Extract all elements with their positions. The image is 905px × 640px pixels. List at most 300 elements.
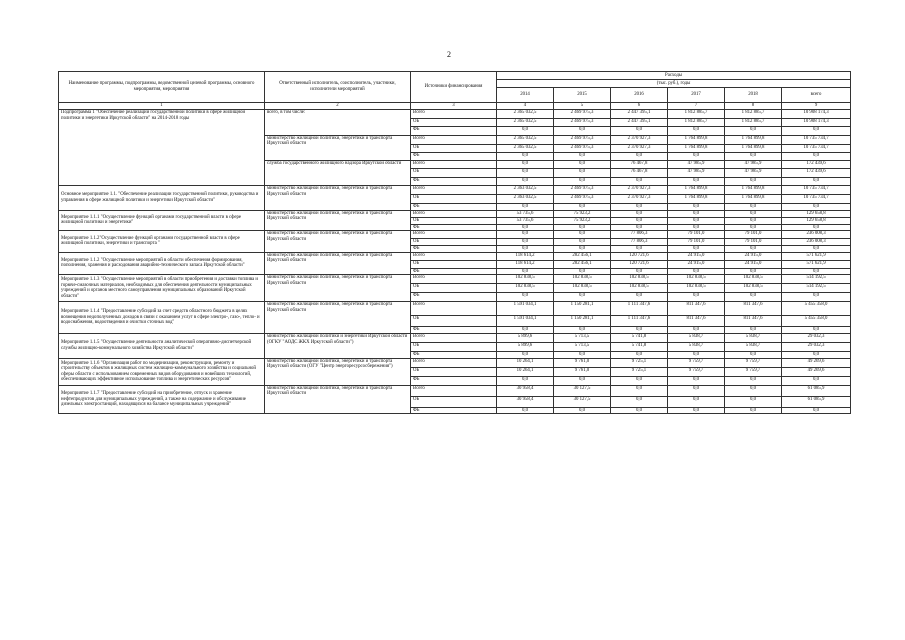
amount-year: 102 838,5 [611,275,668,284]
amount-year: 0,0 [611,246,668,253]
amount-total: 0,0 [782,376,851,385]
funding-source: ОБ [411,238,497,246]
funding-source: ФБ [411,152,497,160]
amount-year: 0,0 [725,407,782,414]
amount-total: 129 658,8 [782,210,851,217]
amount-year: 0,0 [668,152,725,160]
funding-source: ФБ [411,127,497,135]
column-index: 1 [59,103,265,110]
amount-year: 102 838,5 [554,275,611,284]
amount-year: 0,0 [554,204,611,211]
amount-year: 2 469 975,3 [554,135,611,144]
table-body [59,110,851,414]
table-row [59,252,851,260]
amount-year: 1 764 899,8 [725,195,782,204]
funding-source: Всего [411,231,497,239]
amount-total: 29 032,3 [782,343,851,352]
amount-year: 47 985,9 [725,169,782,177]
amount-year: 102 838,5 [554,284,611,293]
funding-source: Всего [411,135,497,144]
amount-total: 61 085,9 [782,385,851,396]
amount-total: 236 008,3 [782,231,851,239]
amount-year: 0,0 [497,152,554,160]
amount-year: 0,0 [611,177,668,185]
amount-year: 9 725,1 [611,367,668,376]
amount-year: 0,0 [554,161,611,169]
program-name: Мероприятие 1.1.4 "Предоставление субсидий за счет средств областного бюджета в целях возмещения недополученных доходов в связи с оказанием услуг в сфере электро-, газо-, тепло- и водоснабжения, водоотведения и очистки сточных вод" [59,302,265,334]
amount-year: 2 469 975,3 [554,186,611,195]
amount-year: 24 915,0 [725,252,782,260]
amount-total: 0,0 [782,268,851,275]
amount-year: 1 764 899,8 [725,144,782,152]
amount-year: 0,0 [611,376,668,385]
amount-year: 0,0 [668,327,725,334]
column-index: 7 [668,103,725,110]
funding-source: ФБ [411,268,497,275]
funding-source: ОБ [411,316,497,327]
amount-year: 5 741,8 [611,334,668,343]
program-name: Мероприятие 1.1.5 "Осуществление деятельности аналитической оперативно-диспетчерской службы жилищно-коммунального хозяйства Иркутской области" [59,334,265,359]
amount-year: 1 764 899,8 [668,186,725,195]
amount-year: 0,0 [497,177,554,185]
amount-total: 514 192,5 [782,275,851,284]
amount-year: 9 725,1 [611,358,668,367]
funding-source: ФБ [411,224,497,231]
funding-source: ОБ [411,260,497,268]
amount-year: 102 838,5 [611,284,668,293]
amount-year: 0,0 [497,161,554,169]
amount-year: 24 915,0 [725,260,782,268]
funding-source: Всего [411,252,497,260]
amount-year: 0,0 [554,352,611,359]
amount-year: 9 759,7 [725,367,782,376]
amount-total: 172 439,6 [782,169,851,177]
amount-year: 0,0 [497,246,554,253]
funding-source: ФБ [411,327,497,334]
column-index: 4 [497,103,554,110]
funding-source: ФБ [411,407,497,414]
amount-year: 0,0 [611,224,668,231]
amount-year: 9 761,0 [554,367,611,376]
funding-source: Всего [411,186,497,195]
table-row [59,334,851,343]
amount-year: 2 447 395,1 [611,110,668,119]
table-row [59,186,851,195]
amount-year: 0,0 [554,246,611,253]
amount-total: 5 455 358,0 [782,316,851,327]
amount-total: 514 192,5 [782,284,851,293]
amount-year: 0,0 [725,352,782,359]
executor-name: всего, в том числе: [265,110,411,136]
amount-year: 2 370 927,3 [611,195,668,204]
amount-year: 9 759,7 [725,358,782,367]
amount-year: 1 111 347,6 [611,316,668,327]
program-name: Мероприятие 1.1.6 "Организация работ по модернизации, реконструкции, ремонту и строительству объектов в жилищных систем жилищно-коммунального хозяйства и социальной сферы области с использованием современных видов оборудования и новейших технологий, обеспечивающих эффективное использование топлива и энергетических ресурсов" [59,358,265,385]
amount-year: 0,0 [668,246,725,253]
amount-year: 0,0 [725,177,782,185]
header-year: 2016 [611,88,668,103]
program-name: Мероприятие 1.1.2 "Осуществление мероприятий в области обеспечения формирования, пополнения, хранения и расходования аварийно-технического запаса Иркутской области" [59,252,265,275]
amount-year: 1 764 899,8 [725,135,782,144]
amount-year: 79 101,0 [668,238,725,246]
amount-year: 0,0 [725,127,782,135]
amount-year: 10 264,1 [497,367,554,376]
amount-year: 5 838,7 [668,334,725,343]
amount-year: 0,0 [725,327,782,334]
amount-year: 47 985,9 [725,161,782,169]
column-index: 5 [554,103,611,110]
amount-year: 77 806,3 [611,231,668,239]
amount-year: 2 365 032,5 [497,144,554,152]
amount-year: 0,0 [668,396,725,407]
amount-year: 0,0 [554,152,611,160]
funding-source: ФБ [411,204,497,211]
amount-year: 102 838,5 [725,284,782,293]
executor-name: министерство жилищной политики и энергетики Иркутской области (ОГКУ "АОДС ЖКХ Иркутской области") [265,334,411,359]
funding-source: Всего [411,161,497,169]
amount-year: 0,0 [554,224,611,231]
header-name: Наименование программы, подпрограммы, ведомственной целевой программы, основного мероприятия, мероприятия [59,72,265,103]
header-year: 2018 [725,88,782,103]
amount-year: 1 111 347,6 [611,302,668,316]
funding-source: Всего [411,275,497,284]
amount-year: 1 812 885,7 [668,119,725,127]
amount-year: 282 456,1 [554,260,611,268]
amount-year: 0,0 [725,293,782,302]
amount-year: 47 985,9 [668,169,725,177]
funding-source: Всего [411,358,497,367]
header-units: (тыс. руб.), годы [497,80,851,88]
amount-year: 120 721,6 [611,260,668,268]
amount-year: 24 915,0 [668,252,725,260]
amount-year: 0,0 [497,204,554,211]
amount-year: 5 713,5 [554,343,611,352]
amount-year: 0,0 [497,231,554,239]
amount-year: 0,0 [725,152,782,160]
amount-year: 5 899,6 [497,334,554,343]
amount-year: 0,0 [554,169,611,177]
table-row [59,231,851,239]
amount-year: 0,0 [611,407,668,414]
funding-source: Всего [411,210,497,217]
amount-year: 0,0 [668,385,725,396]
amount-year: 102 838,5 [497,275,554,284]
amount-year: 2 370 927,3 [611,135,668,144]
amount-year: 2 370 927,3 [611,144,668,152]
funding-source: ФБ [411,376,497,385]
amount-year: 0,0 [611,268,668,275]
amount-year: 2 469 975,3 [554,110,611,119]
amount-year: 76 467,8 [611,169,668,177]
funding-source: ОБ [411,169,497,177]
amount-year: 102 838,5 [668,284,725,293]
amount-year: 79 101,0 [725,238,782,246]
funding-source: ФБ [411,246,497,253]
amount-year: 0,0 [554,238,611,246]
header-total: всего [782,88,851,103]
amount-total: 172 439,6 [782,161,851,169]
amount-year: 0,0 [725,268,782,275]
amount-year: 0,0 [497,293,554,302]
amount-year: 30 958,4 [497,396,554,407]
amount-total: 0,0 [782,293,851,302]
amount-year: 79 101,0 [668,231,725,239]
amount-year: 2 363 032,5 [497,186,554,195]
amount-year: 0,0 [611,396,668,407]
executor-name: министерство жилищной политики, энергетики и транспорта Иркутской области [265,302,411,334]
amount-year: 10 264,1 [497,358,554,367]
amount-year: 53 735,6 [497,217,554,224]
table-row [59,110,851,119]
amount-year: 1 812 885,7 [668,110,725,119]
amount-year: 53 735,6 [497,210,554,217]
amount-total: 10 735 734,7 [782,144,851,152]
amount-year: 120 721,6 [611,252,668,260]
amount-year: 0,0 [611,385,668,396]
amount-year: 30 127,5 [554,385,611,396]
amount-year: 0,0 [668,268,725,275]
amount-year: 0,0 [554,231,611,239]
amount-year: 0,0 [725,396,782,407]
amount-year: 2 365 032,5 [497,110,554,119]
amount-total: 129 658,8 [782,217,851,224]
amount-year: 0,0 [611,204,668,211]
header-executor: Ответственный исполнитель, соисполнитель, участники, исполнители мероприятий [265,72,411,103]
program-name: Мероприятие 1.1.1 "Осуществление функций органами государственной власти в сфере жилищной политики и энергетики" [59,210,265,231]
amount-year: 30 127,5 [554,396,611,407]
table-row [59,210,851,217]
funding-source: ОБ [411,284,497,293]
amount-year: 30 958,4 [497,385,554,396]
amount-total: 571 621,9 [782,260,851,268]
funding-source: ОБ [411,343,497,352]
table-row [59,385,851,396]
amount-year: 1 764 899,8 [668,144,725,152]
column-index: 3 [411,103,497,110]
amount-total: 0,0 [782,327,851,334]
amount-year: 0,0 [668,407,725,414]
amount-year: 9 759,7 [668,358,725,367]
executor-name: служба государственного жилищного надзора Иркутской области [265,161,411,186]
amount-year: 0,0 [725,376,782,385]
amount-year: 811 347,6 [725,302,782,316]
funding-source: ФБ [411,177,497,185]
program-name: Мероприятие 1.1.7 "Предоставление субсидий на приобретение, отпуск и хранение нефтепродуктов для муниципальных учреждений, а также на содержание и обслуживание дизельных электростанций, находящихся на балансе муниципальных учреждений" [59,385,265,414]
amount-year: 0,0 [554,327,611,334]
expenses-table [58,71,851,414]
amount-total: 0,0 [782,407,851,414]
executor-name: министерство жилищной политики, энергетики и транспорта Иркутской области [265,275,411,302]
amount-year: 79 101,0 [725,231,782,239]
header-year: 2017 [668,88,725,103]
funding-source: Всего [411,334,497,343]
column-index: 2 [265,103,411,110]
amount-year: 811 347,6 [668,316,725,327]
amount-year: 102 838,5 [725,275,782,284]
amount-year: 0,0 [497,238,554,246]
funding-source: Всего [411,385,497,396]
amount-year: 0,0 [668,204,725,211]
program-name: Подпрограмма 1 "Обеспечение реализации государственной политики в сфере жилищной политики и энергетики Иркутской области" на 2014-2018 годы [59,110,265,186]
amount-year: 75 923,2 [554,217,611,224]
executor-name: министерство жилищной политики, энергетики и транспорта Иркутской области [265,135,411,161]
amount-year: 0,0 [668,127,725,135]
amount-total: 49 269,6 [782,367,851,376]
amount-year: 0,0 [668,210,725,217]
funding-source: Всего [411,302,497,316]
executor-name: министерство жилищной политики, энергетики и транспорта Иркутской области [265,385,411,414]
header-source: Источники финансирования [411,72,497,103]
amount-year: 0,0 [497,376,554,385]
amount-year: 1 764 899,8 [668,135,725,144]
amount-year: 77 806,3 [611,238,668,246]
funding-source: ОБ [411,195,497,204]
amount-year: 1 591 034,1 [497,302,554,316]
column-index: 6 [611,103,668,110]
amount-total: 29 032,3 [782,334,851,343]
funding-source: ОБ [411,144,497,152]
amount-year: 0,0 [554,177,611,185]
column-index: 9 [782,103,851,110]
header-year: 2015 [554,88,611,103]
executor-name: министерство жилищной политики, энергетики и транспорта Иркутской области [265,210,411,231]
amount-year: 0,0 [725,217,782,224]
amount-year: 0,0 [497,327,554,334]
amount-year: 2 363 032,5 [497,195,554,204]
amount-year: 0,0 [611,352,668,359]
amount-total: 0,0 [782,152,851,160]
amount-year: 0,0 [497,268,554,275]
funding-source: ОБ [411,396,497,407]
amount-year: 282 456,1 [554,252,611,260]
amount-year: 2 469 975,3 [554,119,611,127]
amount-year: 0,0 [668,293,725,302]
table-row [59,275,851,284]
amount-year: 0,0 [497,169,554,177]
amount-year: 0,0 [668,224,725,231]
amount-total: 5 455 358,0 [782,302,851,316]
amount-year: 0,0 [611,293,668,302]
amount-year: 0,0 [725,224,782,231]
amount-total: 49 269,6 [782,358,851,367]
amount-year: 5 838,7 [668,343,725,352]
column-index: 8 [725,103,782,110]
amount-year: 76 467,8 [611,161,668,169]
amount-year: 0,0 [668,376,725,385]
amount-year: 0,0 [725,385,782,396]
amount-total: 0,0 [782,246,851,253]
amount-year: 0,0 [611,152,668,160]
amount-year: 47 985,9 [668,161,725,169]
amount-year: 5 899,6 [497,343,554,352]
amount-year: 0,0 [611,127,668,135]
amount-year: 0,0 [497,407,554,414]
amount-year: 0,0 [554,127,611,135]
header-year: 2014 [497,88,554,103]
program-name: Основное мероприятие 1.1. "Обеспечение реализации государственной политики, руководства и управления в сфере жилищной политики и энергетики Иркутской области" [59,186,265,211]
amount-total: 0,0 [782,204,851,211]
amount-year: 0,0 [611,327,668,334]
amount-year: 0,0 [725,210,782,217]
funding-source: ОБ [411,367,497,376]
amount-year: 102 838,5 [668,275,725,284]
page-number: 2 [447,50,451,59]
amount-total: 10 908 174,3 [782,110,851,119]
amount-year: 0,0 [611,217,668,224]
amount-total: 61 085,9 [782,396,851,407]
amount-year: 118 614,2 [497,252,554,260]
amount-year: 1 150 281,1 [554,302,611,316]
executor-name: министерство жилищной политики, энергетики и транспорта Иркутской области [265,252,411,275]
amount-year: 811 347,6 [725,316,782,327]
amount-year: 1 591 034,1 [497,316,554,327]
amount-total: 0,0 [782,352,851,359]
amount-year: 5 713,5 [554,334,611,343]
amount-year: 1 764 899,8 [725,186,782,195]
amount-year: 0,0 [497,352,554,359]
amount-year: 5 838,7 [725,334,782,343]
amount-total: 571 621,9 [782,252,851,260]
amount-year: 0,0 [725,204,782,211]
amount-total: 236 008,3 [782,238,851,246]
amount-total: 10 735 734,7 [782,195,851,204]
program-name: Мероприятие 1.1.3 "Осуществление мероприятий в области приобретения и доставки топлива и горюче-смазочных материалов, необходимых для обеспечения деятельности муниципальных учреждений и органов местного самоуправления муниципальных образований Иркутской области" [59,275,265,302]
amount-year: 9 761,0 [554,358,611,367]
amount-year: 0,0 [554,407,611,414]
funding-source: ФБ [411,293,497,302]
amount-year: 2 365 032,5 [497,119,554,127]
amount-year: 1 812 885,7 [725,110,782,119]
funding-source: Всего [411,110,497,119]
amount-year: 2 469 975,3 [554,144,611,152]
amount-year: 5 838,7 [725,343,782,352]
amount-year: 2 370 927,3 [611,186,668,195]
amount-total: 10 908 174,3 [782,119,851,127]
amount-year: 811 347,6 [668,302,725,316]
table-row [59,358,851,367]
amount-year: 0,0 [497,127,554,135]
amount-year: 0,0 [668,217,725,224]
amount-year: 75 923,2 [554,210,611,217]
table-row [59,302,851,316]
amount-year: 1 812 885,7 [725,119,782,127]
funding-source: ОБ [411,119,497,127]
executor-name: министерство жилищной политики, энергетики и транспорта Иркутской области (ОГУ "Центр энергоресурсосбережения") [265,358,411,385]
executor-name: министерство жилищной политики, энергетики и транспорта Иркутской области [265,186,411,211]
amount-total: 0,0 [782,224,851,231]
amount-year: 102 838,5 [497,284,554,293]
amount-year: 0,0 [554,268,611,275]
funding-source: ОБ [411,217,497,224]
amount-year: 0,0 [497,224,554,231]
amount-year: 0,0 [668,352,725,359]
amount-year: 24 915,0 [668,260,725,268]
amount-total: 0,0 [782,177,851,185]
header-expenses: Расходы [497,72,851,80]
amount-year: 1 150 281,1 [554,316,611,327]
amount-year: 2 365 032,5 [497,135,554,144]
amount-total: 10 735 734,7 [782,135,851,144]
amount-year: 0,0 [554,376,611,385]
amount-year: 9 759,7 [668,367,725,376]
amount-year: 2 447 395,1 [611,119,668,127]
amount-year: 118 614,2 [497,260,554,268]
amount-year: 0,0 [554,293,611,302]
amount-total: 10 735 734,7 [782,186,851,195]
amount-year: 0,0 [725,246,782,253]
amount-year: 2 469 975,3 [554,195,611,204]
amount-total: 0,0 [782,127,851,135]
